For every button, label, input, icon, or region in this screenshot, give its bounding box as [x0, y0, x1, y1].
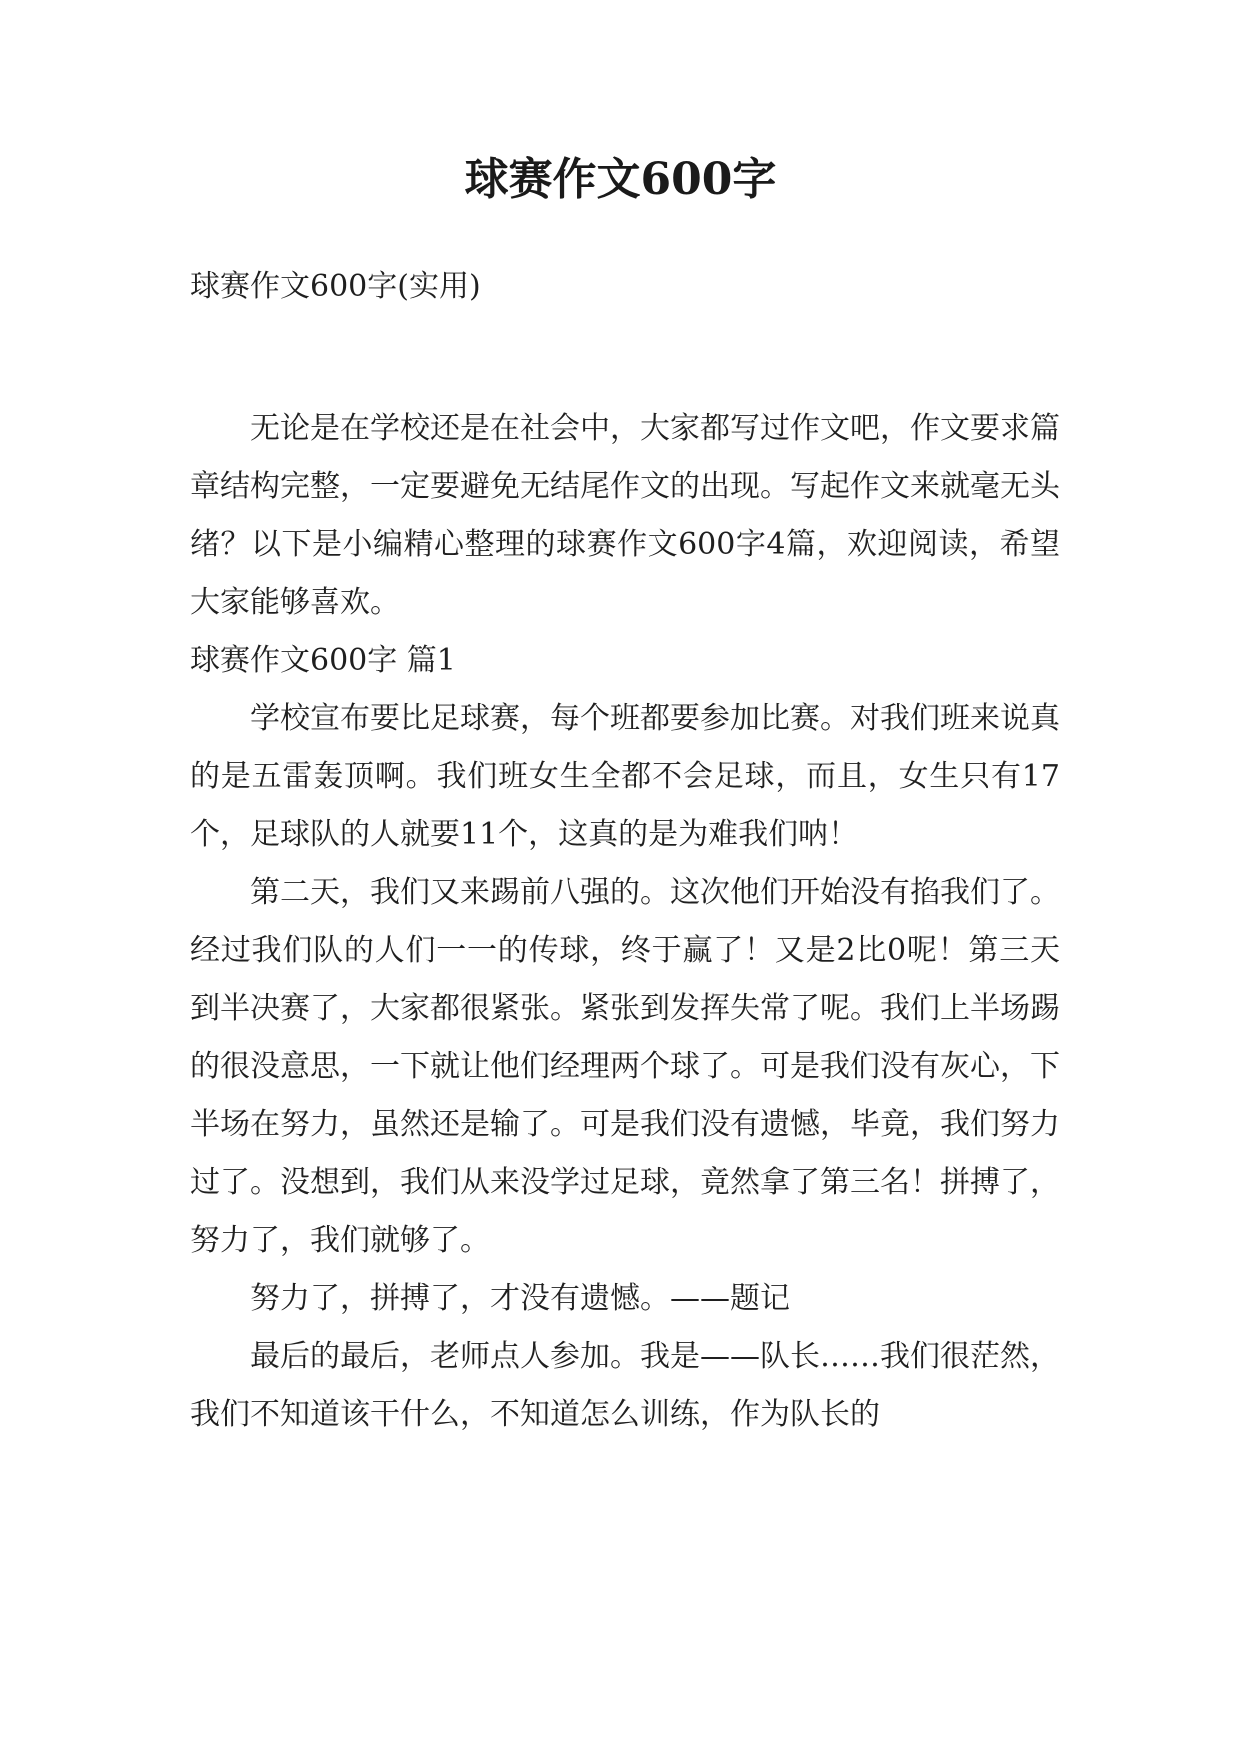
- section-gap: [190, 316, 1060, 400]
- body-paragraph: 最后的最后，老师点人参加。我是——队长……我们很茫然，我们不知道该干什么，不知道怎么训练，作为队长的: [190, 1339, 1060, 1432]
- body-paragraph: 努力了，拼搏了，才没有遗憾。——题记: [250, 1281, 790, 1316]
- document-body: [190, 258, 1060, 1444]
- body-paragraph: 第二天，我们又来踢前八强的。这次他们开始没有掐我们了。经过我们队的人们一一的传球，终于赢了！又是2比0呢！第三天到半决赛了，大家都很紧张。紧张到发挥失常了呢。我们上半场踢的很没意思，一下就让他们经理两个球了。可是我们没有灰心，下半场在努力，虽然还是输了。可是我们没有遗憾，毕竟，我们努力过了。没想到，我们从来没学过足球，竟然拿了第三名！拼搏了，努力了，我们就够了。: [190, 875, 1060, 1258]
- section-heading-1: 球赛作文600字 篇1: [190, 643, 456, 678]
- document-subtitle: 球赛作文600字(实用): [190, 269, 481, 304]
- document-title: 球赛作文600字: [464, 154, 777, 205]
- body-paragraph: 学校宣布要比足球赛，每个班都要参加比赛。对我们班来说真的是五雷轰顶啊。我们班女生全都不会足球，而且，女生只有17个，足球队的人就要11个，这真的是为难我们呐！: [190, 701, 1060, 852]
- intro-paragraph: 无论是在学校还是在社会中，大家都写过作文吧，作文要求篇章结构完整，一定要避免无结尾作文的出现。写起作文来就毫无头绪？以下是小编精心整理的球赛作文600字4篇，欢迎阅读，希望大家能够喜欢。: [190, 411, 1060, 620]
